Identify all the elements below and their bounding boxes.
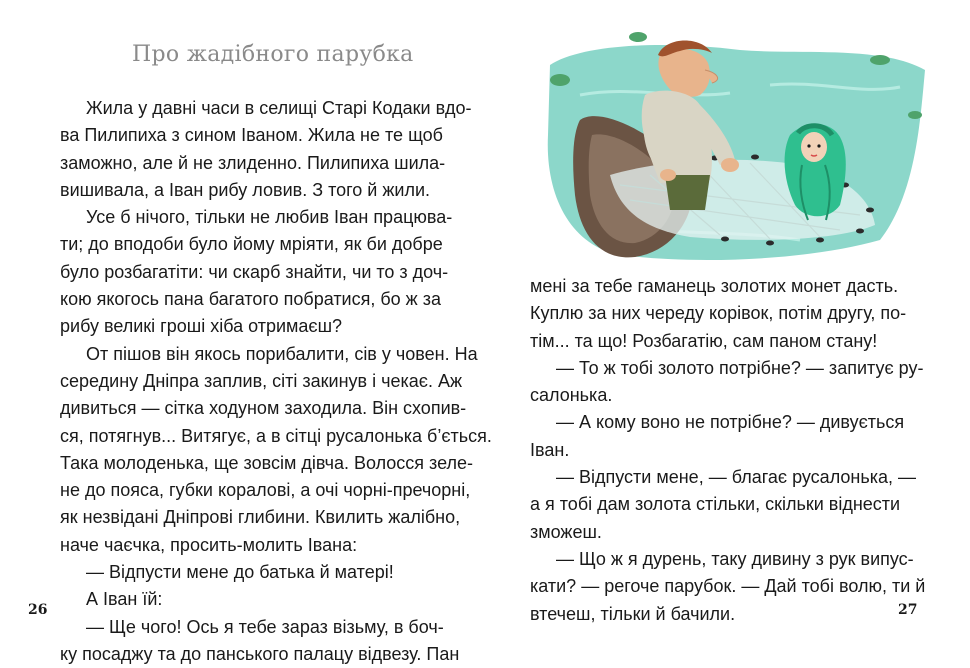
text-line: середину Дніпра заплив, сіті закинув і чекає. Аж (60, 370, 463, 391)
page-number: 27 (898, 602, 918, 618)
text-line: ку посаджу та до панського палацу відвезу. Пан (60, 643, 460, 664)
text-line: — Відпусти мене, — благає русалонька, — (556, 467, 917, 488)
text-line: ва Пилипиха з сином Іваном. Жила не те щоб (60, 125, 443, 146)
text-line: кати? — регоче парубок. — Дай тобі волю, ти й (530, 576, 926, 597)
text-line: Куплю за них череду корівок, потім другу, по- (530, 303, 907, 324)
text-line: — А кому воно не потрібне? — дивується (556, 412, 905, 433)
text-line: — Відпусти мене до батька й матері! (86, 562, 394, 583)
text-line: ся, потягнув... Витягує, а в сітці русалонька б’ється. (60, 425, 492, 446)
page-number: 26 (28, 602, 48, 618)
text-line: було розбагатіти: чи скарб знайти, чи то з доч- (60, 261, 449, 282)
text-line: Усе б нічого, тільки не любив Іван працюва- (86, 207, 453, 228)
fisherman-mermaid-illustration (540, 25, 930, 265)
text-line: наче чаєчка, просить-молить Івана: (60, 534, 358, 555)
text-line: Іван. (530, 439, 570, 460)
text-line: втечеш, тільки й бачили. (530, 603, 736, 624)
text-line: кою якогось пана багатого побратися, бо ж за (60, 289, 441, 310)
text-line: От пішов він якось порибалити, сів у човен. На (86, 343, 478, 364)
text-line: Жила у давні часи в селищі Старі Кодаки вдо- (86, 98, 472, 118)
text-line: Така молоденька, ще зовсім дівча. Волосся зеле- (60, 452, 474, 473)
text-line: а я тобі дам золота стільки, скільки віднести (530, 494, 901, 515)
text-line: зможеш. (530, 521, 602, 542)
text-line: — То ж тобі золото потрібне? — запитує ру- (556, 357, 924, 378)
text-line: вишивала, а Іван рибу ловив. З того й жили. (60, 179, 431, 200)
text-line: — Що ж я дурень, таку дивину з рук випус- (556, 548, 914, 569)
text-line: А Іван їй: (86, 589, 163, 610)
story-title: Про жадібного парубка (132, 42, 414, 67)
text-line: ти; до вподоби було йому мріяти, як би добре (60, 234, 443, 255)
text-line: як незвідані Дніпрові глибини. Квилить жалібно, (60, 507, 461, 528)
right-page-text (530, 273, 926, 628)
text-line: не до пояса, губки коралові, а очі чорні-пречорні, (60, 480, 471, 501)
left-page-text (60, 95, 492, 668)
right-page (485, 0, 970, 640)
text-line: салонька. (530, 385, 613, 406)
text-line: заможно, але й не злиденно. Пилипиха шила- (60, 152, 446, 173)
text-line: дивиться — сітка ходуном заходила. Він схопив- (60, 398, 467, 419)
text-line: рибу великі гроші хіба отримаєш? (60, 316, 343, 337)
text-line: — Ще чого! Ось я тебе зараз візьму, в боч- (86, 616, 444, 637)
text-line: тім... та що! Розбагатію, сам паном стану! (530, 330, 878, 351)
text-line: мені за тебе гаманець золотих монет дасть. (530, 276, 899, 296)
